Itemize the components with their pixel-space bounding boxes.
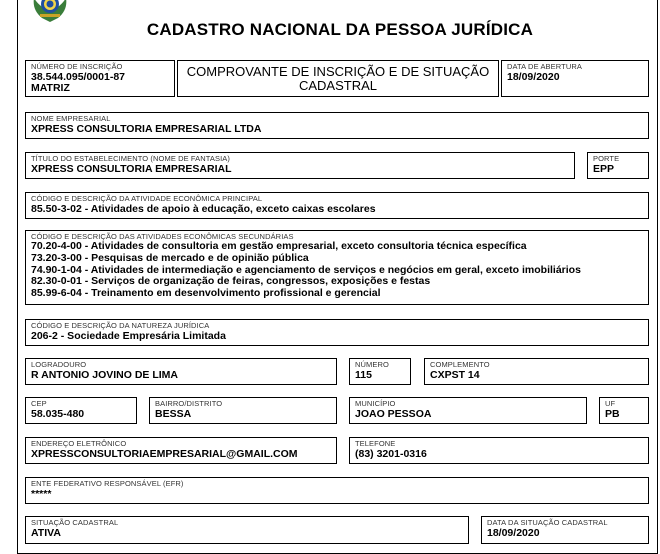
list-item: 85.99-6-04 - Treinamento em desenvolvimento profissional e gerencial (31, 287, 381, 300)
efr-label: ENTE FEDERATIVO RESPONSÁVEL (EFR) (31, 479, 184, 488)
natureza-box (25, 319, 649, 346)
list-item: 70.20-4-00 - Atividades de consultoria em gestão empresarial, exceto consultoria técnica específica (31, 240, 527, 252)
cep-label: CEP (31, 399, 47, 408)
municipio-box (349, 397, 587, 424)
logradouro-value: R ANTONIO JOVINO DE LIMA (31, 369, 179, 381)
telefone-value: (83) 3201-0316 (355, 448, 427, 460)
fantasia-box (25, 152, 575, 179)
email-value: XPRESSCONSULTORIAEMPRESARIAL@GMAIL.COM (31, 448, 298, 460)
inscricao-value: 38.544.095/0001-87 (31, 71, 126, 83)
fantasia-label: TÍTULO DO ESTABELECIMENTO (NOME DE FANTASIA) (31, 154, 231, 163)
atividade-principal-label: CÓDIGO E DESCRIÇÃO DA ATIVIDADE ECONÔMICA PRINCIPAL (31, 194, 263, 203)
numero-value: 115 (355, 369, 372, 381)
situacao-box (25, 516, 469, 544)
nome-empresarial-box (25, 112, 649, 139)
nome-empresarial-value: XPRESS CONSULTORIA EMPRESARIAL LTDA (31, 123, 262, 135)
page-title: CADASTRO NACIONAL DA PESSOA JURÍDICA (146, 20, 534, 39)
nome-empresarial-label: NOME EMPRESARIAL (31, 114, 111, 123)
complemento-label: COMPLEMENTO (430, 360, 490, 369)
complemento-value: CXPST 14 (430, 369, 480, 381)
numero-label: NÚMERO (355, 360, 389, 369)
uf-box (599, 397, 649, 424)
atividade-principal-box (25, 192, 649, 219)
list-item: 82.30-0-01 - Serviços de organização de feiras, congressos, exposições e festas (31, 275, 431, 288)
data-situacao-box (481, 516, 649, 544)
efr-box (25, 477, 649, 504)
email-box (25, 437, 337, 464)
inscricao-label: NÚMERO DE INSCRIÇÃO (31, 62, 123, 71)
situacao-value: ATIVA (31, 527, 61, 539)
complemento-box (424, 358, 649, 385)
abertura-box (501, 60, 649, 97)
efr-value: ***** (31, 488, 52, 500)
uf-label: UF (605, 399, 616, 408)
bairro-value: BESSA (155, 408, 192, 420)
cep-box (25, 397, 137, 424)
atividades-secundarias-list (31, 241, 581, 300)
natureza-value: 206-2 - Sociedade Empresária Limitada (31, 330, 226, 342)
list-item: 73.20-3-00 - Pesquisas de mercado e de opinião pública (31, 251, 309, 264)
municipio-value: JOAO PESSOA (355, 408, 432, 420)
comprovante-line1: COMPROVANTE DE INSCRIÇÃO E DE SITUAÇÃO (186, 64, 490, 79)
bairro-label: BAIRRO/DISTRITO (155, 399, 223, 408)
comprovante-line2: CADASTRAL (298, 78, 378, 93)
atividades-secundarias-label: CÓDIGO E DESCRIÇÃO DAS ATIVIDADES ECONÔMICAS SECUNDÁRIAS (31, 232, 294, 241)
atividade-principal-value: 85.50-3-02 - Atividades de apoio à educação, exceto caixas escolares (31, 203, 376, 215)
natureza-label: CÓDIGO E DESCRIÇÃO DA NATUREZA JURÍDICA (31, 321, 210, 330)
logradouro-box (25, 358, 337, 385)
situacao-label: SITUAÇÃO CADASTRAL (31, 518, 119, 527)
cep-value: 58.035-480 (31, 408, 85, 420)
porte-box (587, 152, 649, 179)
numero-box (349, 358, 411, 385)
municipio-label: MUNICÍPIO (355, 399, 396, 408)
bairro-box (149, 397, 337, 424)
abertura-label: DATA DE ABERTURA (507, 62, 582, 71)
comprovante-box (177, 60, 499, 97)
telefone-label: TELEFONE (355, 439, 396, 448)
telefone-box (349, 437, 649, 464)
inscricao-box (25, 60, 175, 97)
logradouro-label: LOGRADOURO (31, 360, 87, 369)
data-situacao-label: DATA DA SITUAÇÃO CADASTRAL (487, 518, 608, 527)
email-label: ENDEREÇO ELETRÔNICO (31, 439, 127, 448)
porte-label: PORTE (593, 154, 620, 163)
list-item: 74.90-1-04 - Atividades de intermediação e agenciamento de serviços e negócios em geral, exceto imobiliários (31, 263, 581, 276)
atividades-secundarias-box (25, 230, 649, 305)
data-situacao-value: 18/09/2020 (487, 527, 540, 539)
uf-value: PB (605, 408, 620, 420)
fantasia-value: XPRESS CONSULTORIA EMPRESARIAL (31, 163, 232, 175)
inscricao-type: MATRIZ (31, 82, 70, 94)
comprovante-title (178, 65, 498, 93)
abertura-value: 18/09/2020 (507, 71, 560, 83)
porte-value: EPP (593, 163, 615, 175)
